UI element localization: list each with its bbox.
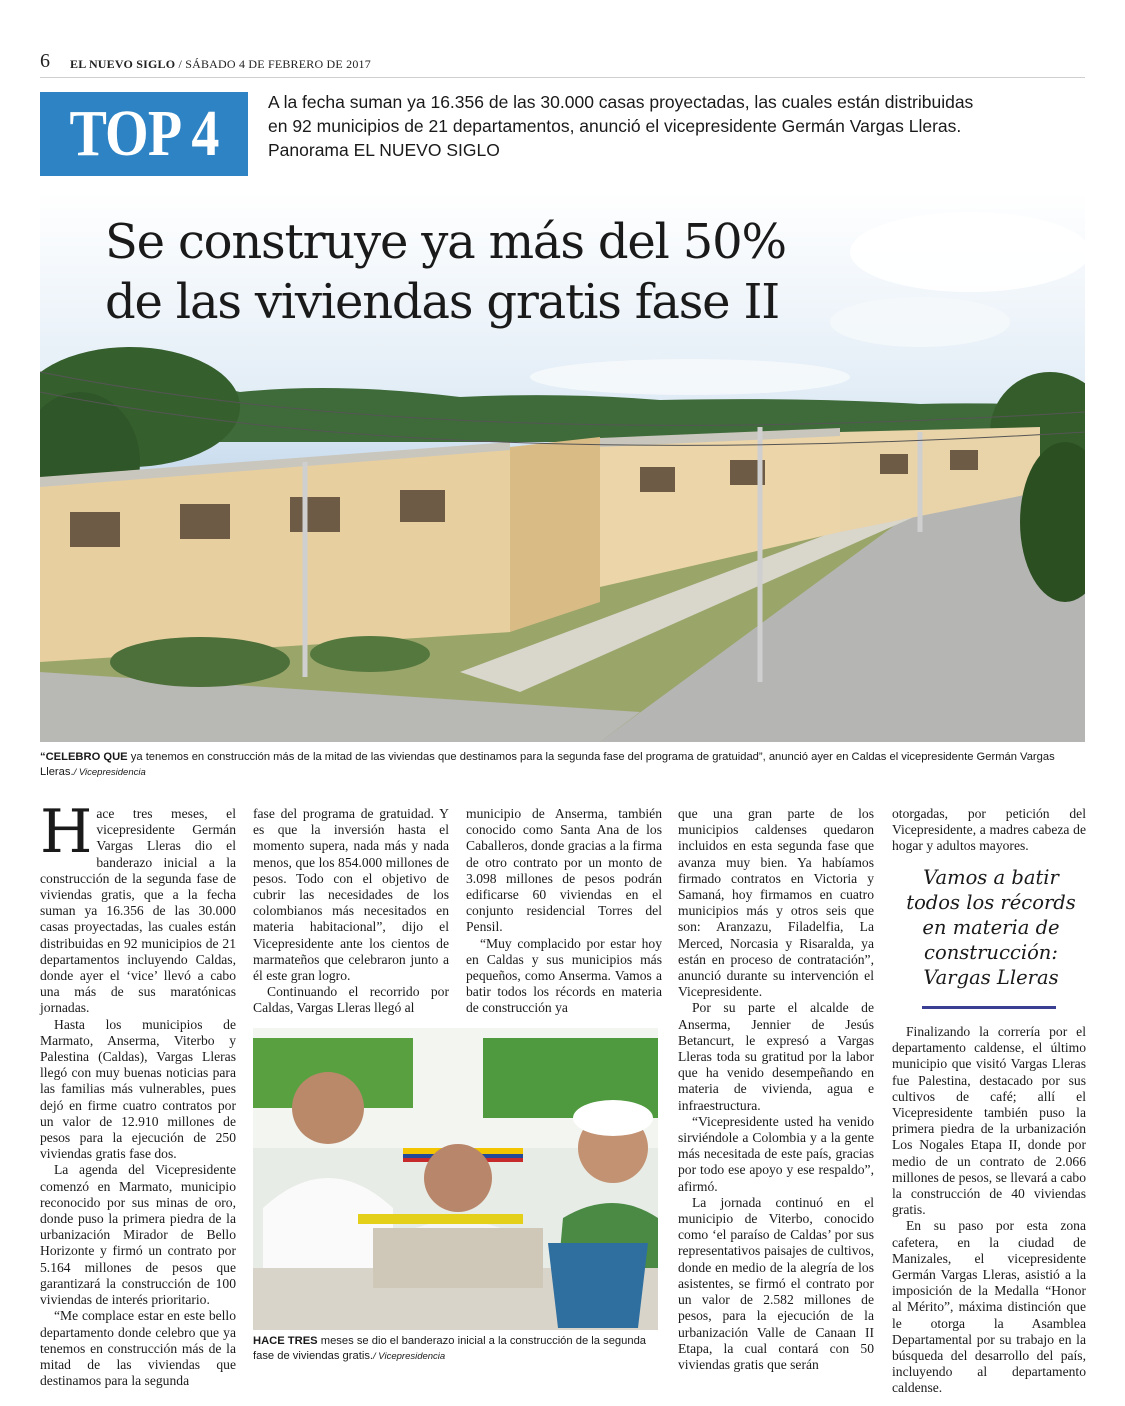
headline-line: Se construye ya más del 50% — [105, 214, 786, 270]
main-photo-caption — [40, 750, 1085, 780]
secondary-photo-ceremony — [253, 1028, 658, 1330]
header-rule — [40, 77, 1085, 78]
caption-text: meses se dio el banderazo inicial a la construcción de la segunda fase de viviendas gratis. — [253, 1335, 647, 1362]
secondary-photo-caption — [253, 1334, 658, 1364]
caption-credit: / Vicepresidencia — [73, 767, 146, 778]
lead-summary — [268, 90, 1088, 162]
caption-text: ya tenemos en construcción más de la mitad de las viviendas que destinamos para la segunda fase del programa de gratuidad”, anunció ayer en Caldas el vicepresidente Germán Vargas Lleras. — [40, 751, 1055, 778]
article-column-2 — [253, 806, 449, 1017]
article-column-4 — [678, 806, 874, 1373]
article-paragraph: “Muy complacido por estar hoy en Caldas y sus municipios más pequeños, como Anserma. Vamos a batir todos los récords en materia de construcción ya — [466, 935, 662, 1016]
lead-line: A la fecha suman ya 16.356 de las 30.000 casas proyectadas, las cuales están distribuidas — [268, 92, 974, 112]
lead-line: Panorama EL NUEVO SIGLO — [268, 140, 500, 160]
article-paragraph: Continuando el recorrido por Caldas, Vargas Lleras llegó al — [253, 984, 449, 1016]
drop-cap: H — [40, 797, 93, 867]
caption-credit: / Vicepresidencia — [373, 1351, 446, 1362]
newspaper-name: EL NUEVO SIGLO — [70, 57, 176, 71]
issue-date: / SÁBADO 4 DE FEBRERO DE 2017 — [178, 57, 371, 71]
article-paragraph: Hasta los municipios de Marmato, Anserma, Viterbo y Palestina (Caldas), Vargas Lleras llegó con muy buenas noticias para las familias más vulnerables, pues dejó en firme cuatro contratos por un valor de 12.910 millones de pesos para la ejecución de 250 viviendas gratis fase dos. — [40, 1016, 236, 1162]
article-paragraph: Por su parte el alcalde de Anserma, Jennier de Jesús Betancurt, le expresó a Vargas Lleras toda su gratitud por la labor que ha venido desempeñando en materia de vivienda, agua e infraestructura. — [678, 1000, 874, 1113]
article-paragraph: que una gran parte de los municipios caldenses quedaron incluidos en esta segunda fase que avanza muy bien. Ya habíamos firmado contratos en Victoria y Samaná, hoy firmamos en cuatro municipios más y otros seis que son: Aranzazu, Filadelfia, La Merced, Norcasia y Risaralda, ya están en proceso de contratación”, anunció durante su intervención el Vicepresidente. — [678, 806, 874, 1000]
headline-line: de las viviendas gratis fase II — [105, 274, 779, 330]
article-column-3 — [466, 806, 662, 1017]
headline — [105, 212, 1005, 332]
article-column-1 — [40, 797, 236, 1389]
lead-line: en 92 municipios de 21 departamentos, anunció el vicepresidente Germán Vargas Lleras. — [268, 116, 962, 136]
article-paragraph: La agenda del Vicepresidente comenzó en Marmato, municipio reconocido por sus minas de oro, donde puso la primera piedra de la urbanización Mirador de Bello Horizonte y firmó un contrato por 5.164 millones de pesos que garantizará la construcción de 100 viviendas de interés prioritario. — [40, 1162, 236, 1308]
article-paragraph: En su paso por esta zona cafetera, en la ciudad de Manizales, el vicepresidente Germán Vargas Lleras, asistió a la imposición de la Medalla “Honor al Mérito”, máxima distinción que le otorga la Asamblea Departamental por su trabajo en la búsqueda del desarrollo del país, incluyendo al departamento caldense. — [892, 1218, 1086, 1396]
article-paragraph: La jornada continuó en el municipio de Viterbo, conocido como ‘el paraíso de Caldas’ por sus representativos paisajes de cultivos, donde en medio de la alegría de los asistentes, se firmó el contrato por un valor de 2.582 millones de pesos, para la ejecución de la urbanización Valle de Canaan II Etapa, la cual contará con 50 viviendas gratis que serán — [678, 1194, 874, 1372]
page-number: 6 — [40, 50, 50, 72]
article-paragraph: “Me complace estar en este bello departamento donde celebro que ya tenemos en construcción más de la mitad de las viviendas que destinamos para la segunda — [40, 1308, 236, 1389]
article-paragraph: fase del programa de gratuidad. Y es que la inversión hasta el momento supera, nada más y nada menos, que los 854.000 millones de pesos. Todo con el objetivo de cubrir las necesidades de los colombianos más necesitados en materia habitacional”, dijo el Vicepresidente ante los cientos de marmateños que celebraron junto a él este gran logro. — [253, 806, 449, 984]
ceremony-photo-illustration — [253, 1028, 658, 1330]
article-paragraph: otorgadas, por petición del Vicepresidente, a madres cabeza de hogar y adultos mayores. — [892, 806, 1086, 854]
caption-lead: “CELEBRO QUE — [40, 751, 128, 763]
newspaper-dateline — [70, 57, 371, 72]
article-paragraph: municipio de Anserma, también conocido como Santa Ana de los Caballeros, donde gracias a la firma de otro contrato por un monto de 3.098 millones de pesos podrán edificarse 60 viviendas en el conjunto residencial Torres del Pensil. — [466, 806, 662, 935]
article-column-5-top — [892, 806, 1086, 855]
article-paragraph: Finalizando la correría por el departamento caldense, el último municipio que visitó Vargas Lleras fue Palestina, destacado por sus cultivos de café; allí el Vicepresidente también puso la primera piedra de la urbanización Los Nogales Etapa II, donde por medio de un contrato de 2.066 millones de pesos, se llevará a cabo la construcción de 40 viviendas gratis. — [892, 1024, 1086, 1218]
pull-quote-rule — [922, 1006, 1056, 1009]
article-paragraph: Hace tres meses, el vicepresidente Germán Vargas Lleras dio el banderazo inicial a la construcción de la segunda fase de viviendas gratis, que a la fecha suman ya 16.356 de las 30.000 casas proyectadas, las cuales están distribuidas en 92 municipios de 21 departamentos incluyendo Caldas, donde ayer el ‘vice’ llevó a cabo una más de sus maratónicas jornadas. — [40, 797, 236, 1016]
top-label: TOP 4 — [69, 97, 219, 170]
top-label-box — [40, 92, 248, 176]
pull-quote: Vamos a batir todos los récords en materia de construcción: Vargas Lleras — [906, 866, 1076, 989]
article-column-5-bottom — [892, 1024, 1086, 1397]
article-paragraph: “Vicepresidente usted ha venido sirviéndole a Colombia y a la gente más necesitada de este país, gracias por todo ese apoyo y ese respaldo”, afirmó. — [678, 1113, 874, 1194]
caption-lead: HACE TRES — [253, 1335, 318, 1347]
